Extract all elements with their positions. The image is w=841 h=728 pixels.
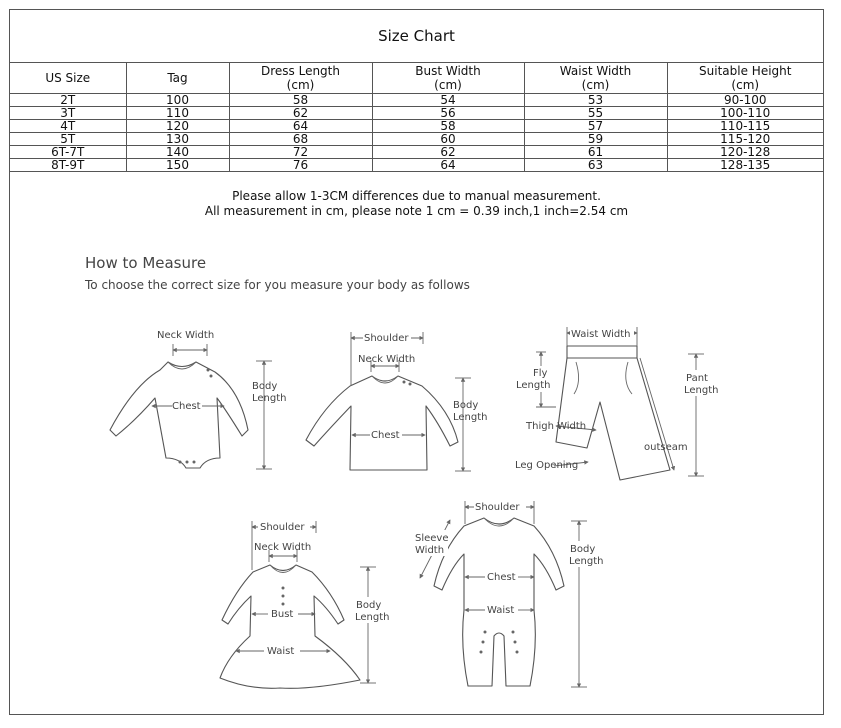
bodysuit-chest-label: Chest (172, 401, 201, 412)
pants-diagram (515, 326, 720, 480)
cell-us-size: 2T (10, 94, 126, 107)
cell-bust-width: 62 (372, 146, 524, 159)
cell-dress-length: 72 (229, 146, 372, 159)
col-header-suitable-height: Suitable Height (cm) (667, 62, 823, 94)
shirt-outline (306, 376, 458, 470)
dress-neck-width-label: Neck Width (254, 542, 312, 553)
pants-thigh-width-label: Thigh Width (526, 421, 587, 432)
col-header-tag: Tag (126, 62, 229, 94)
cell-waist-width: 57 (524, 120, 667, 133)
cell-bust-width: 60 (372, 133, 524, 146)
cell-dress-length: 62 (229, 107, 372, 120)
cell-us-size: 6T-7T (10, 146, 126, 159)
cell-waist-width: 61 (524, 146, 667, 159)
cell-us-size: 8T-9T (10, 159, 126, 172)
how-to-measure-subtitle: To choose the correct size for you measure your body as follows (85, 278, 470, 292)
how-to-measure-title: How to Measure (85, 254, 207, 272)
col-header-us-size: US Size (10, 62, 126, 94)
cell-bust-width: 54 (372, 94, 524, 107)
cell-suitable-height: 100-110 (667, 107, 823, 120)
cell-us-size: 3T (10, 107, 126, 120)
romper-shoulder-label: Shoulder (475, 502, 520, 513)
cell-us-size: 5T (10, 133, 126, 146)
romper-body-label: Body (570, 544, 596, 555)
cell-tag: 110 (126, 107, 229, 120)
pants-waist-width-label: Waist Width (571, 329, 631, 340)
cell-tag: 120 (126, 120, 229, 133)
romper-waist-label: Waist (487, 605, 515, 616)
dress-bust-label: Bust (271, 609, 294, 620)
cell-suitable-height: 115-120 (667, 133, 823, 146)
romper-chest-label: Chest (487, 572, 516, 583)
col-header-dress-length: Dress Length (cm) (229, 62, 372, 94)
shirt-length-label: Length (453, 412, 488, 423)
cell-dress-length: 64 (229, 120, 372, 133)
dress-waist-label: Waist (267, 646, 295, 657)
dress-diagram (220, 519, 392, 688)
dress-body-label: Body (356, 600, 382, 611)
pants-fly-label: Fly (533, 368, 548, 379)
bodysuit-neck-width-label: Neck Width (157, 330, 215, 341)
romper-outline (434, 518, 564, 686)
cell-tag: 130 (126, 133, 229, 146)
cell-suitable-height: 90-100 (667, 94, 823, 107)
dress-length-label: Length (355, 612, 390, 623)
cell-dress-length: 76 (229, 159, 372, 172)
cell-waist-width: 63 (524, 159, 667, 172)
romper-sleeve-width-label: Width (415, 545, 445, 556)
cell-us-size: 4T (10, 120, 126, 133)
cell-suitable-height: 128-135 (667, 159, 823, 172)
bodysuit-diagram (110, 330, 287, 469)
cell-bust-width: 56 (372, 107, 524, 120)
chart-title: Size Chart (10, 10, 823, 63)
pants-fly-length-label: Length (516, 380, 551, 391)
cell-suitable-height: 120-128 (667, 146, 823, 159)
shirt-neck-width-label: Neck Width (358, 354, 416, 365)
cell-tag: 140 (126, 146, 229, 159)
pants-pant-label: Pant (686, 373, 708, 384)
bodysuit-body-label: Body (252, 381, 278, 392)
cell-tag: 150 (126, 159, 229, 172)
romper-length-label: Length (569, 556, 604, 567)
cell-waist-width: 55 (524, 107, 667, 120)
bodysuit-outline (110, 362, 248, 468)
cell-tag: 100 (126, 94, 229, 107)
measurement-diagrams (10, 10, 825, 716)
cell-waist-width: 53 (524, 94, 667, 107)
dress-outline (220, 565, 360, 688)
shirt-chest-label: Chest (371, 430, 400, 441)
pants-pant-length-label: Length (684, 385, 719, 396)
note-line-2: All measurement in cm, please note 1 cm = 0.39 inch,1 inch=2.54 cm (204, 204, 629, 218)
pants-outseam-label: outseam (644, 442, 688, 453)
cell-dress-length: 68 (229, 133, 372, 146)
shirt-body-label: Body (453, 400, 479, 411)
romper-diagram (414, 499, 606, 687)
cell-suitable-height: 110-115 (667, 120, 823, 133)
size-chart-frame (9, 9, 824, 715)
romper-sleeve-label: Sleeve (415, 533, 449, 544)
shirt-shoulder-label: Shoulder (364, 333, 409, 344)
shirt-diagram (306, 330, 488, 471)
dress-shoulder-label: Shoulder (260, 522, 305, 533)
cell-waist-width: 59 (524, 133, 667, 146)
pants-leg-opening-label: Leg Opening (515, 460, 579, 471)
cell-bust-width: 64 (372, 159, 524, 172)
bodysuit-length-label: Length (252, 393, 287, 404)
cell-bust-width: 58 (372, 120, 524, 133)
col-header-waist-width: Waist Width (cm) (524, 62, 667, 94)
col-header-bust-width: Bust Width (cm) (372, 62, 524, 94)
note-line-1: Please allow 1-3CM differences due to manual measurement. (232, 189, 601, 203)
cell-dress-length: 58 (229, 94, 372, 107)
